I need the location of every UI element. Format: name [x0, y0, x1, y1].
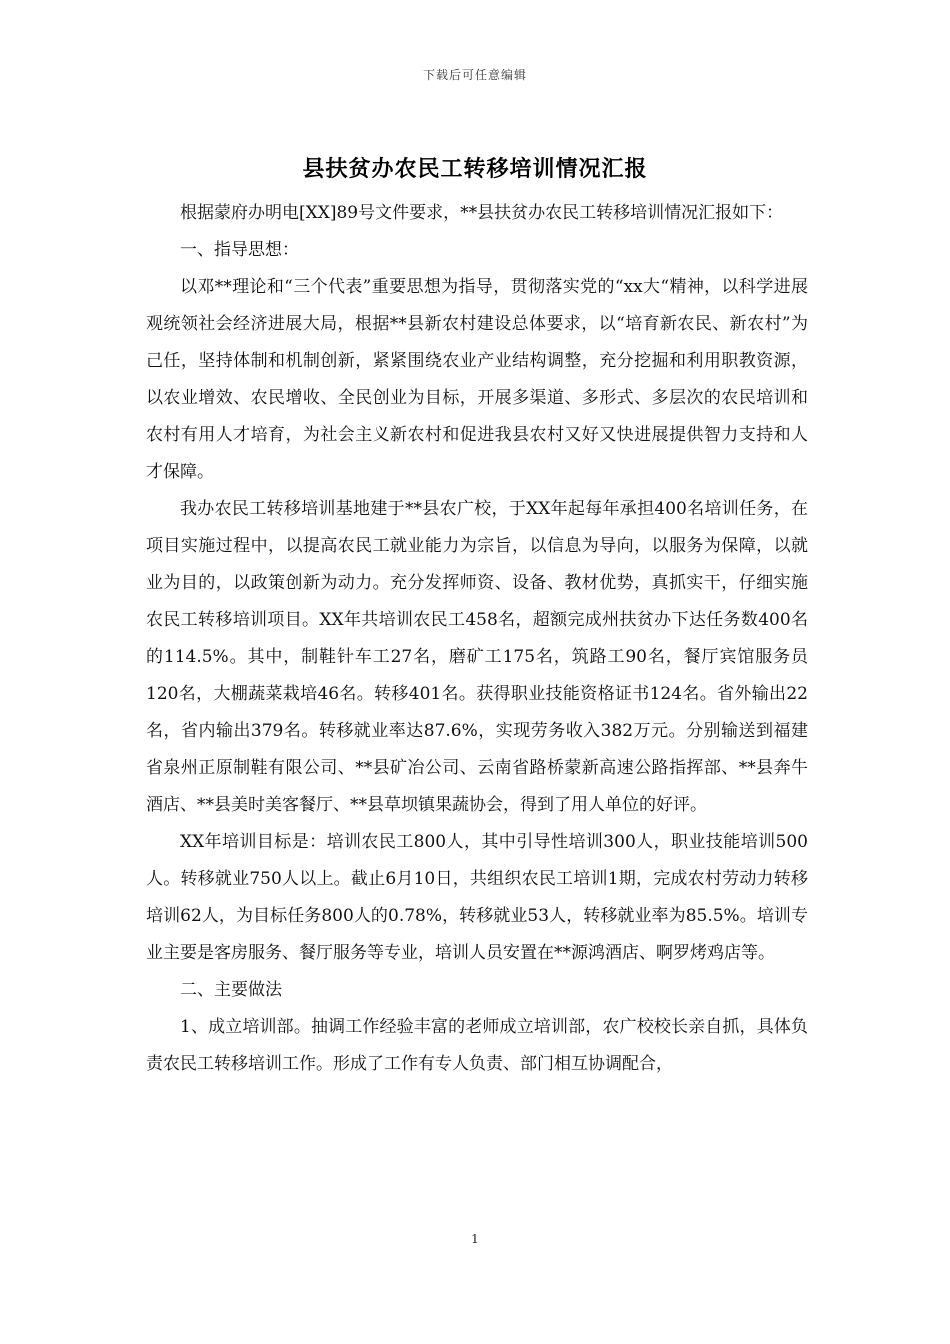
paragraph-training-department: 1、成立培训部。抽调工作经验丰富的老师成立培训部，农广校校长亲自抓，具体负责农民工转移培训工作。形成了工作有专人负责、部门相互协调配合， [146, 1017, 808, 1074]
section-heading-guiding-thought: 一、指导思想： [180, 240, 299, 260]
header-note: 下载后可任意编辑 [422, 68, 527, 82]
document-body [146, 195, 808, 1083]
page-number: 1 [471, 1232, 479, 1246]
section-heading-main-practices: 二、主要做法 [180, 980, 282, 1000]
paragraph-training-base: 我办农民工转移培训基地建于**县农广校，于XX年起每年承担400名培训任务，在项目实施过程中，以提高农民工就业能力为宗旨，以信息为导向，以服务为保障，以就业为目的，以政策创新为动力。充分发挥师资、设备、教材优势，真抓实干，仔细实施农民工转移培训项目。XX年共培训农民工458名，超额完成州扶贫办下达任务数400名的114.5%。其中，制鞋针车工27名，磨矿工175名，筑路工90名，餐厅宾馆服务员120名，大棚蔬菜栽培46名。转移401名。获得职业技能资格证书124名。省外输出22名，省内输出379名。转移就业率达87.6%，实现劳务收入382万元。分别输送到福建省泉州正原制鞋有限公司、**县矿冶公司、云南省路桥蒙新高速公路指挥部、**县奔牛酒店、**县美时美客餐厅、**县草坝镇果蔬协会，得到了用人单位的好评。 [146, 499, 808, 815]
document-title: 县扶贫办农民工转移培训情况汇报 [302, 156, 648, 182]
paragraph-guiding-thought: 以邓**理论和“三个代表”重要思想为指导，贯彻落实党的“xx大“精神，以科学进展观统领社会经济进展大局，根据**县新农村建设总体要求，以“培育新农民、新农村”为己任，坚持体制和机制创新，紧紧围绕农业产业结构调整，充分挖掘和利用职教资源，以农业增效、农民增收、全民创业为目标，开展多渠道、多形式、多层次的农民培训和农村有用人才培育，为社会主义新农村和促进我县农村又好又快进展提供智力支持和人才保障。 [146, 277, 808, 482]
paragraph-training-goals: XX年培训目标是：培训农民工800人，其中引导性培训300人，职业技能培训500人。转移就业750人以上。截止6月10日，共组织农民工培训1期，完成农村劳动力转移培训62人，为目标任务800人的0.78%，转移就业53人，转移就业率为85.5%。培训专业主要是客房服务、餐厅服务等专业，培训人员安置在**源鸿酒店、啊罗烤鸡店等。 [146, 832, 808, 963]
paragraph-intro: 根据蒙府办明电[XX]89号文件要求，**县扶贫办农民工转移培训情况汇报如下： [180, 203, 784, 223]
